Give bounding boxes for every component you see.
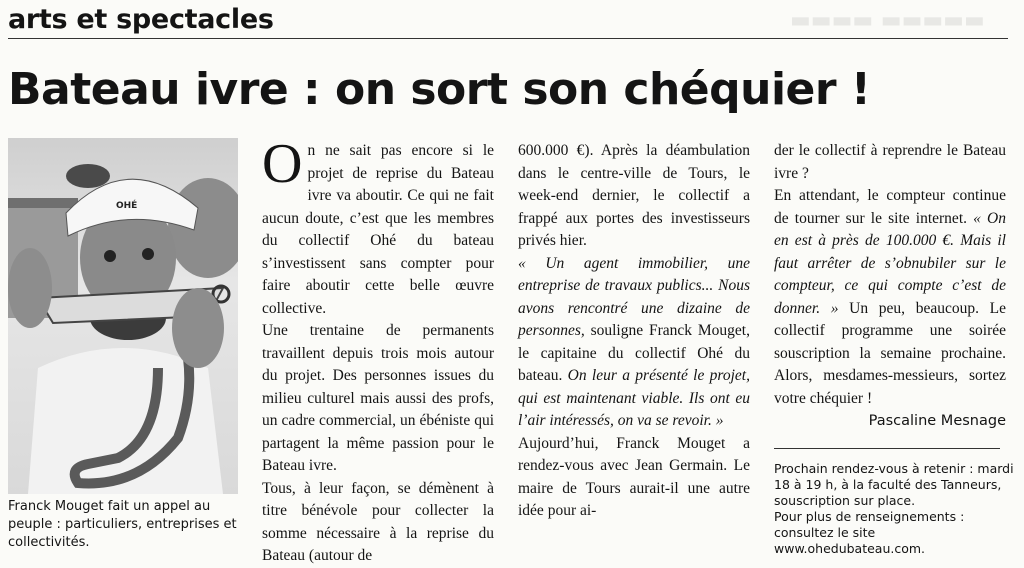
info-divider [774, 448, 1000, 449]
quote-text: « Un agent immobilier, une entreprise de travaux publics... Nous avons rencontré une dizaine de personnes, [518, 254, 750, 339]
hat-badge-text: OHÉ [116, 201, 138, 211]
article-column-1 [262, 133, 494, 568]
quote-text: « On en est à près de 100.000 €. Mais il faut arrêter de s’obnubiler sur le compteur, ce qui compte c’est de donner. » [774, 209, 1006, 317]
bleed-through-text: ▬▬▬▬ ▬▬▬▬▬ [790, 8, 985, 33]
info-box [774, 461, 1014, 557]
article-paragraph: der le collectif à reprendre le Bateau ivre ? [774, 142, 1006, 182]
article-paragraph: Tous, à leur façon, se démènent à titre bénévole pour collecter la somme nécessaire à la reprise du Bateau (autour de [262, 479, 494, 564]
info-schedule: Prochain rendez-vous à retenir : mardi 18 à 19 h, à la faculté des Tanneurs, souscription sur place. [774, 461, 1014, 508]
headline: Bateau ivre : on sort son chéquier ! [8, 64, 871, 115]
drop-cap: O [262, 133, 303, 195]
photo-caption: Franck Mouget fait un appel au peuple : particuliers, entreprises et collectivités. [8, 499, 237, 550]
paragraph-text: Un peu, beaucoup. Le collectif programme une soirée souscription la semaine prochaine. Alors, mesdames-messieurs, sortez votre chéquier ! [774, 299, 1006, 407]
quote-paragraph [518, 253, 750, 433]
article-paragraph: Une trentaine de permanents travaillent depuis trois mois autour du projet. Des personnes issues du milieu culturel mais aussi des profs, un cadre commercial, un ébéniste qui partagent la même passion pour le Bateau ivre. [262, 322, 494, 474]
article-paragraph: n ne sait pas encore si le projet de reprise du Bateau ivre va aboutir. Ce qui ne fait aucun doute, c’est que les membres du collectif Ohé du bateau s’investissent sans compter pour faire aboutir cette belle œuvre collective. [262, 142, 494, 317]
article-paragraph: Aujourd’hui, Franck Mouget a rendez-vous avec Jean Germain. Le maire de Tours aurait-il une autre idée pour ai- [518, 434, 750, 519]
article-column-3 [774, 140, 1006, 433]
article-photo [8, 138, 238, 494]
article-paragraph: 600.000 €). Après la déambulation dans le centre-ville de Tours, le week-end dernier, le collectif a frappé aux portes des investisseurs privés hier. [518, 142, 750, 249]
info-more: Pour plus de renseignements : consultez le site [774, 509, 965, 540]
article-paragraph [774, 185, 1006, 410]
photo-illustration [8, 138, 238, 494]
article-column-2 [518, 140, 750, 523]
section-label: arts et spectacles [8, 4, 274, 35]
paragraph-text: En attendant, le compteur continue de tourner sur le site internet. [774, 187, 1006, 227]
section-divider [8, 38, 1008, 39]
attribution-text: souligne Franck Mouget, le capitaine du collectif Ohé du bateau. [518, 322, 750, 384]
info-website: www.ohedubateau.com. [774, 541, 926, 556]
author-byline: Pascaline Mesnage [868, 413, 1006, 429]
quote-text: On leur a présenté le projet, qui est maintenant viable. Ils ont eu l’air intéressés, on va se revoir. » [518, 367, 750, 429]
